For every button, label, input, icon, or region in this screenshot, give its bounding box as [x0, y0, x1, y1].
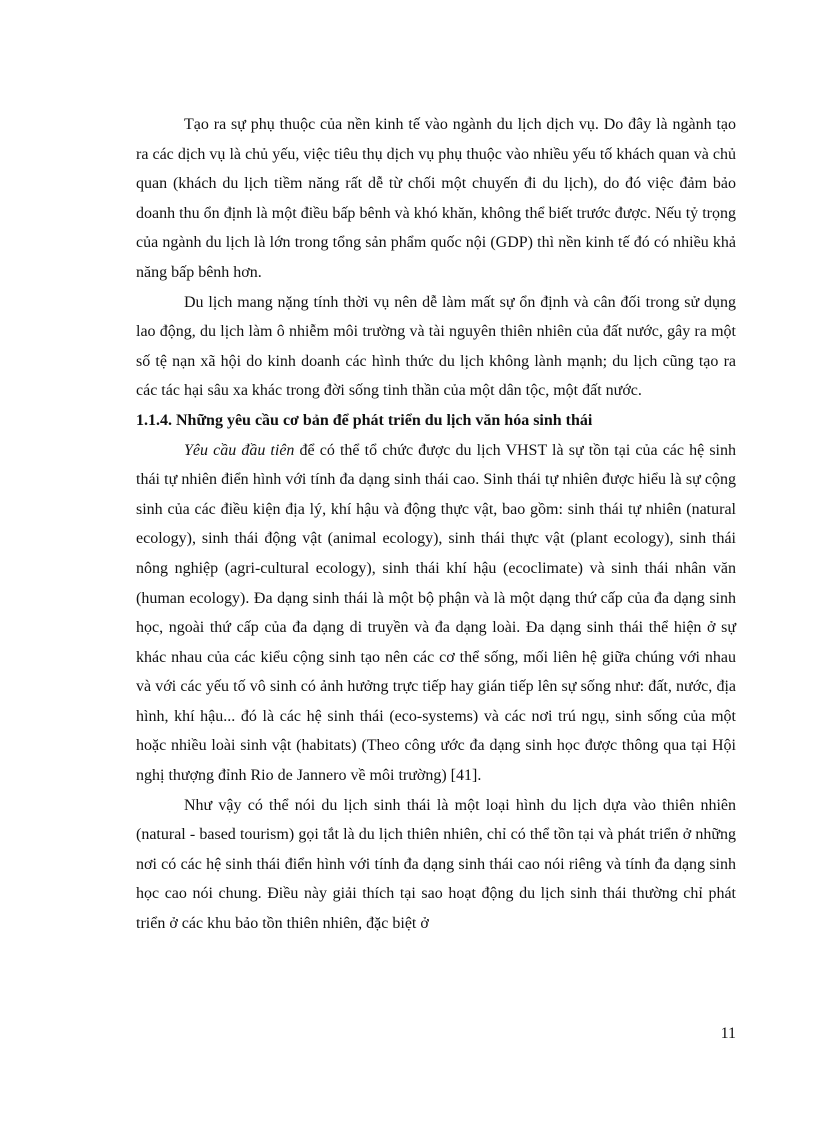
- paragraph-seasonality: Du lịch mang nặng tính thời vụ nên dễ làm mất sự ổn định và cân đối trong sử dụng lao động, du lịch làm ô nhiễm môi trường và tài nguyên thiên nhiên của đất nước, gây ra một số tệ nạn xã hội do kinh doanh các hình thức du lịch không lành mạnh; du lịch cũng tạo ra các tác hại sâu xa khác trong đời sống tinh thần của một dân tộc, một đất nước.: [136, 293, 736, 400]
- paragraph-first-requirement: [136, 436, 736, 791]
- section-heading: 1.1.4. Những yêu cầu cơ bản để phát triển du lịch văn hóa sinh thái: [136, 411, 593, 429]
- paragraph-first-requirement-body: để có thể tổ chức được du lịch VHST là sự tồn tại của các hệ sinh thái tự nhiên điển hình với tính đa dạng sinh thái cao. Sinh thái tự nhiên được hiểu là sự cộng sinh của các điều kiện địa lý, khí hậu và động thực vật, bao gồm: sinh thái tự nhiên (natural ecology), sinh thái động vật (animal ecology), sinh thái thực vật (plant ecology), sinh thái nông nghiệp (agri-cultural ecology), sinh thái khí hậu (ecoclimate) và sinh thái nhân văn (human ecology). Đa dạng sinh thái là một bộ phận và là một dạng thứ cấp của đa dạng sinh học, ngoài thứ cấp của đa dạng di truyền và đa dạng loài. Đa dạng sinh thái thể hiện ở sự khác nhau của các kiểu cộng sinh tạo nên các cơ thể sống, mối liên hệ giữa chúng với nhau và với các yếu tố vô sinh có ảnh hưởng trực tiếp hay gián tiếp lên sự sống như: đất, nước, địa hình, khí hậu... đó là các hệ sinh thái (eco-systems) và các nơi trú ngụ, sinh sống của một hoặc nhiều loài sinh vật (habitats) (Theo công ước đa dạng sinh học được thông qua tại Hội nghị thượng đỉnh Rio de Jannero về môi trường) [41].: [136, 441, 737, 785]
- page-content: [136, 110, 736, 939]
- emphasis-first-requirement: Yêu cầu đầu tiên: [184, 441, 295, 459]
- paragraph-economic-dependence: Tạo ra sự phụ thuộc của nền kinh tế vào ngành du lịch dịch vụ. Do đây là ngành tạo ra các dịch vụ là chủ yếu, việc tiêu thụ dịch vụ phụ thuộc vào nhiều yếu tố khách quan và chủ quan (khách du lịch tiềm năng rất dễ từ chối một chuyến đi du lịch), do đó việc đảm bảo doanh thu ổn định là một điều bấp bênh và khó khăn, không thể biết trước được. Nếu tỷ trọng của ngành du lịch là lớn trong tổng sản phẩm quốc nội (GDP) thì nền kinh tế đó có nhiều khả năng bấp bênh hơn.: [136, 116, 736, 281]
- paragraph-eco-tourism: Như vậy có thể nói du lịch sinh thái là một loại hình du lịch dựa vào thiên nhiên (natural - based tourism) gọi tắt là du lịch thiên nhiên, chỉ có thể tồn tại và phát triển ở những nơi có các hệ sinh thái điển hình với tính đa dạng sinh thái cao nói riêng và tính đa dạng sinh học cao nói chung. Điều này giải thích tại sao hoạt động du lịch sinh thái thường chỉ phát triển ở các khu bảo tồn thiên nhiên, đặc biệt ở: [136, 796, 736, 933]
- page-number: 11: [720, 1025, 736, 1042]
